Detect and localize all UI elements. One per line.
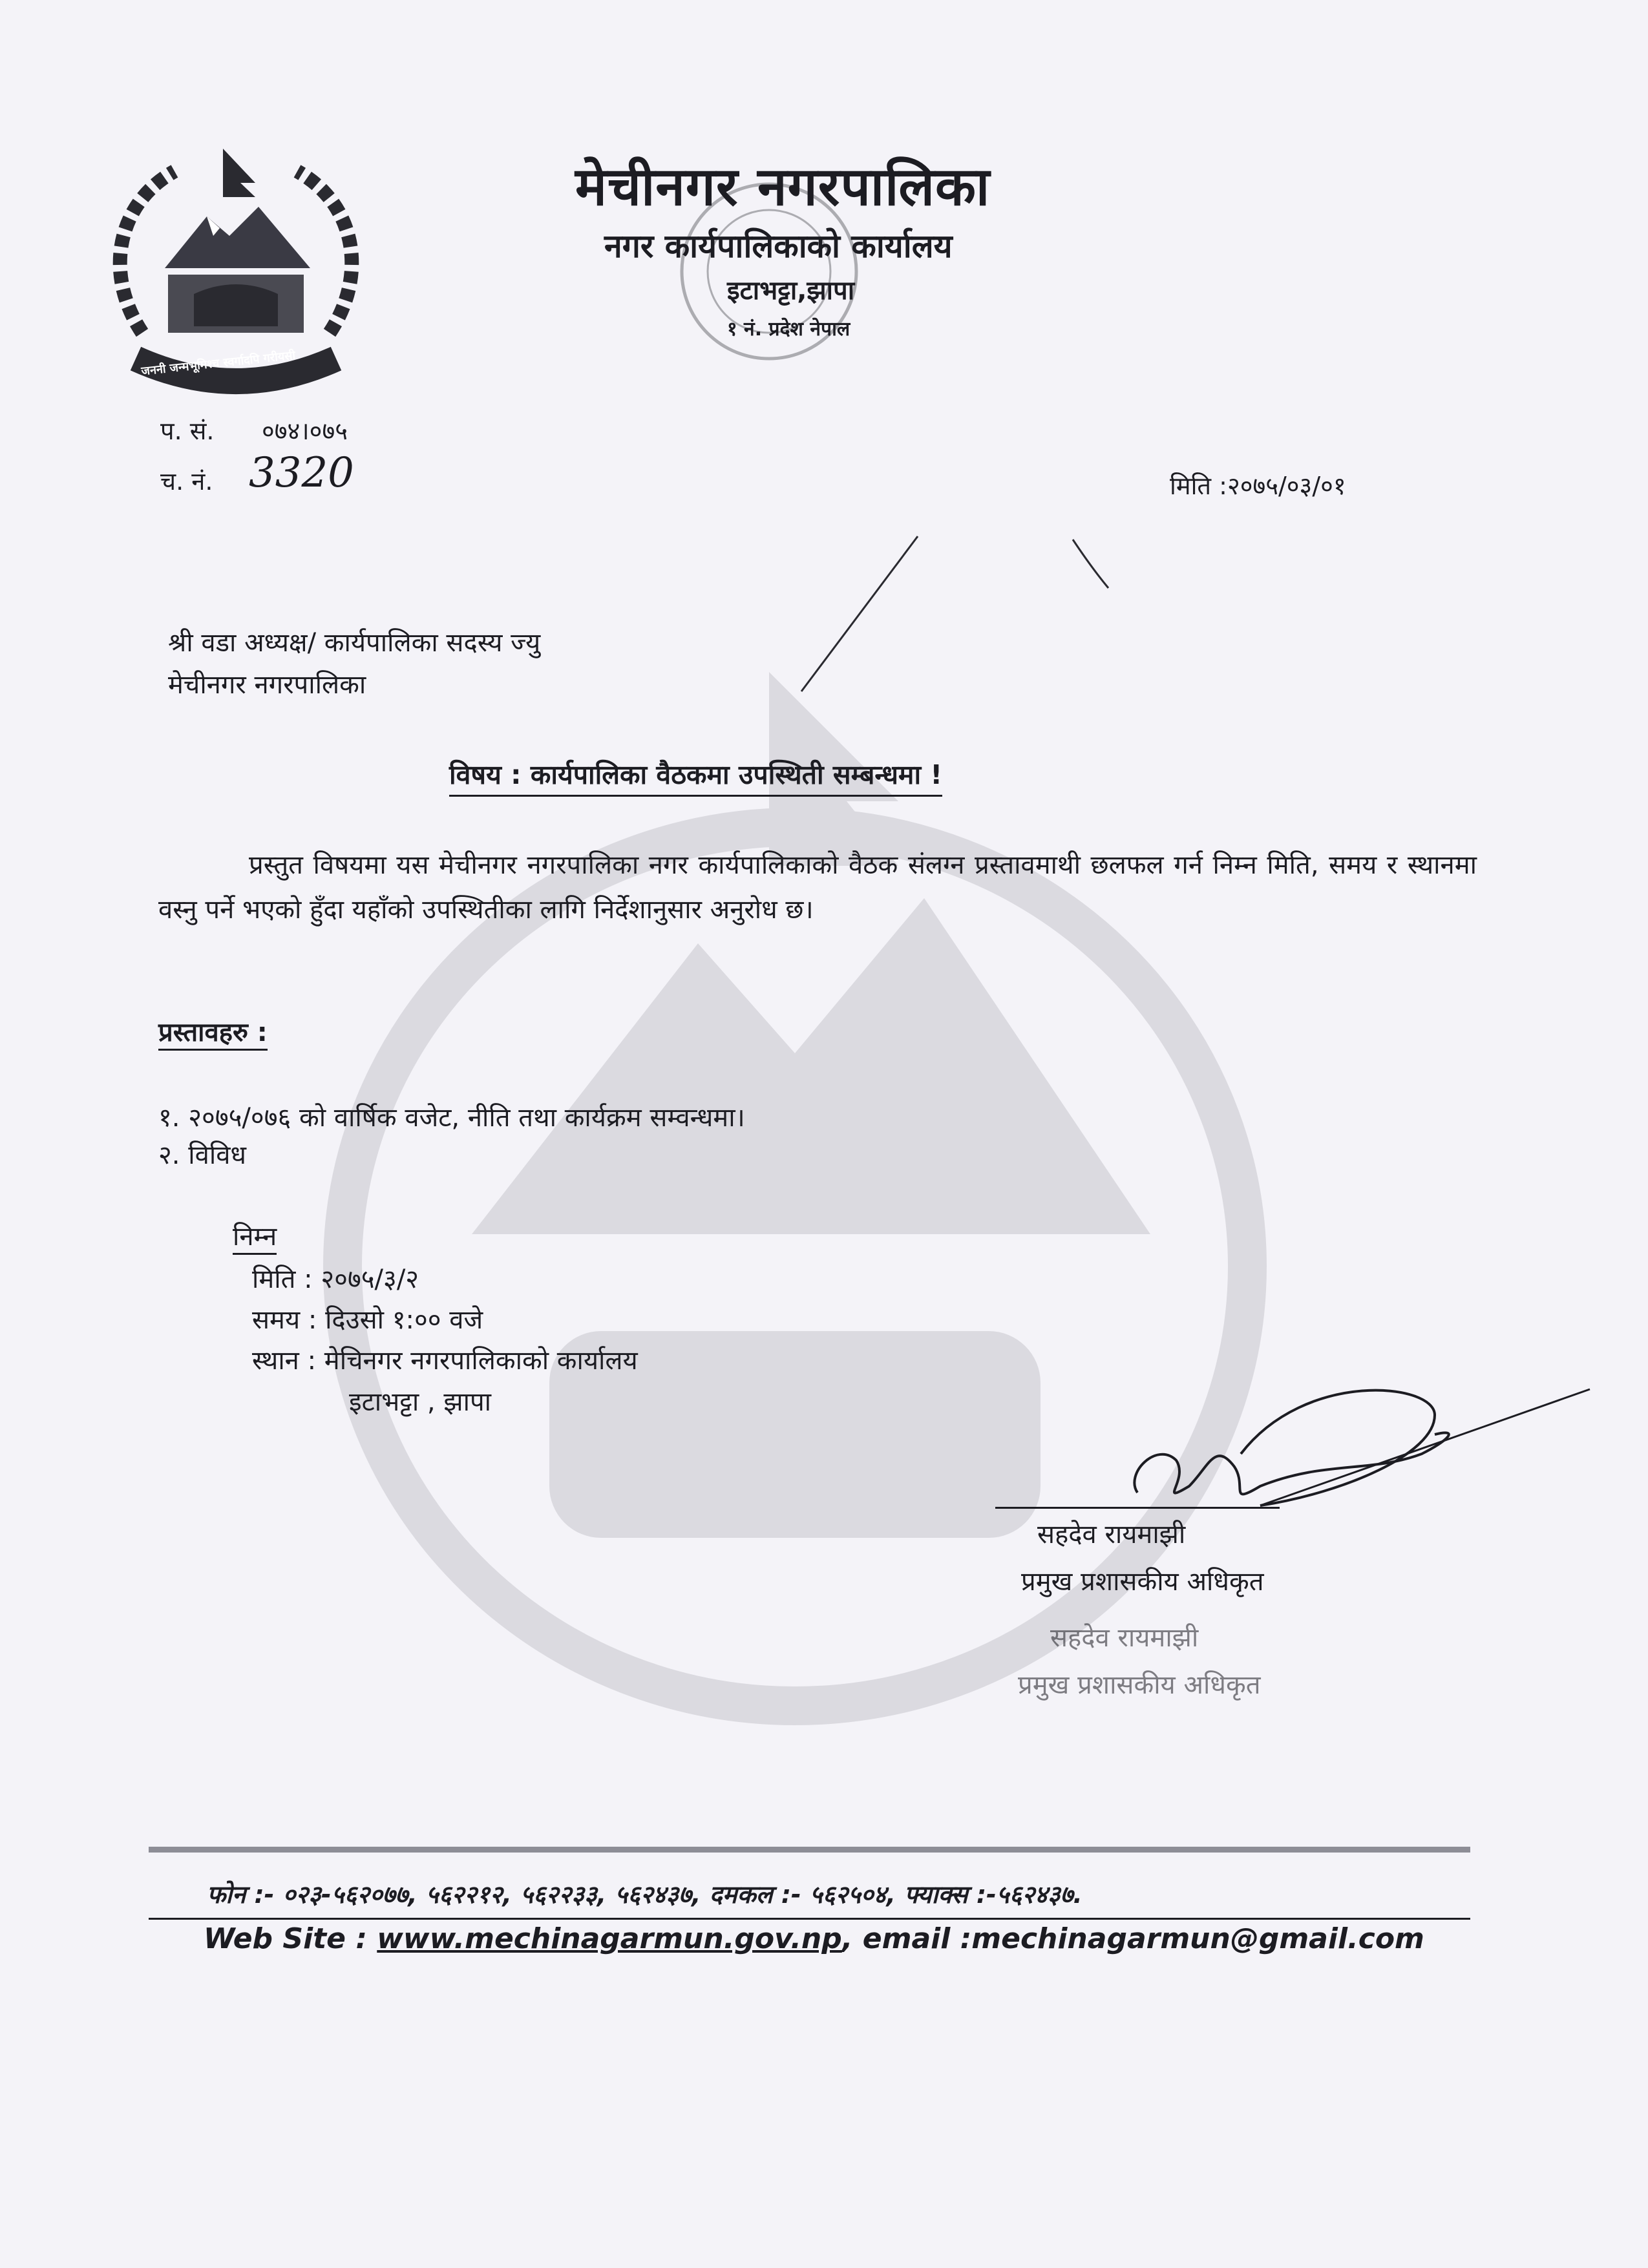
footer-web	[204, 1922, 1424, 1955]
addressee-line2: मेचीनगर नगरपालिका	[168, 670, 366, 700]
office-name: नगर कार्यपालिकाको कार्यालय	[604, 227, 953, 265]
addressee-line1: श्री वडा अध्यक्ष/ कार्यपालिका सदस्य ज्यु	[168, 628, 541, 658]
schedule-date: मिति : २०७५/३/२	[252, 1265, 419, 1294]
ps-value: ०७४।०७५	[262, 417, 348, 445]
municipality-name: मेचीनगर नगरपालिका	[575, 156, 991, 218]
stamp-title: प्रमुख प्रशासकीय अधिकृत	[1018, 1670, 1261, 1700]
proposal-item: १. २०७५/०७६ को वार्षिक वजेट, नीति तथा कार्यक्रम सम्वन्धमा।	[158, 1103, 745, 1133]
schedule-time: समय : दिउसो १:०० वजे	[252, 1305, 483, 1335]
proposals-heading: प्रस्तावहरु :	[158, 1013, 268, 1051]
signatory-name: सहदेव रायमाझी	[1037, 1520, 1186, 1549]
letter-body: प्रस्तुत विषयमा यस मेचीनगर नगरपालिका नगर कार्यपालिकाको वैठक संलग्न प्रस्तावमाथी छलफल गर्न निम्न मिति, समय र स्थानमा वस्नु पर्ने भएको हुँदा यहाँको उपस्थितीका लागि निर्देशानुसार अनुरोध छ।	[158, 850, 1477, 925]
cn-label: च. नं.	[160, 467, 213, 496]
schedule-place-line2: इटाभट्टा , झापा	[349, 1387, 492, 1417]
email-text: , email :mechinagarmun@gmail.com	[841, 1922, 1424, 1955]
office-location: इटाभट्टा,झापा	[727, 276, 855, 306]
schedule-place: स्थान : मेचिनगर नगरपालिकाको कार्यालय	[252, 1346, 638, 1376]
schedule-heading: निम्न	[233, 1217, 277, 1255]
province-name: १ नं. प्रदेश नेपाल	[727, 318, 850, 341]
stamp-name: सहदेव रायमाझी	[1050, 1623, 1199, 1653]
website-link[interactable]: www.mechinagarmun.gov.np	[377, 1922, 842, 1955]
emblem-motto: जननी जन्मभूमिश्च स्वर्गादपि गरीयसी	[140, 348, 296, 379]
footer-rule-top	[149, 1847, 1470, 1853]
cn-value: 3320	[249, 449, 354, 497]
footer-contact: फोन :- ०२३-५६२०७७, ५६२२१२, ५६२२३३, ५६२४३७, दमकल :- ५६२५०४, फ्याक्स :-५६२४३७.	[207, 1880, 1083, 1909]
signature-line	[995, 1507, 1280, 1509]
web-label: Web Site :	[204, 1922, 377, 1955]
footer-rule-bottom	[149, 1918, 1470, 1920]
signature-icon	[1099, 1357, 1603, 1538]
ps-label: प. सं.	[160, 417, 215, 445]
signatory-title: प्रमुख प्रशासकीय अधिकृत	[1021, 1567, 1264, 1597]
nepal-emblem-icon	[97, 145, 375, 417]
letter-subject: विषय : कार्यपालिका वैठकमा उपस्थिती सम्बन्धमा !	[449, 756, 942, 797]
letter-date: मिति :२०७५/०३/०१	[1170, 472, 1346, 500]
pen-stroke	[788, 530, 1150, 711]
proposal-item: २. विविध	[158, 1140, 247, 1170]
